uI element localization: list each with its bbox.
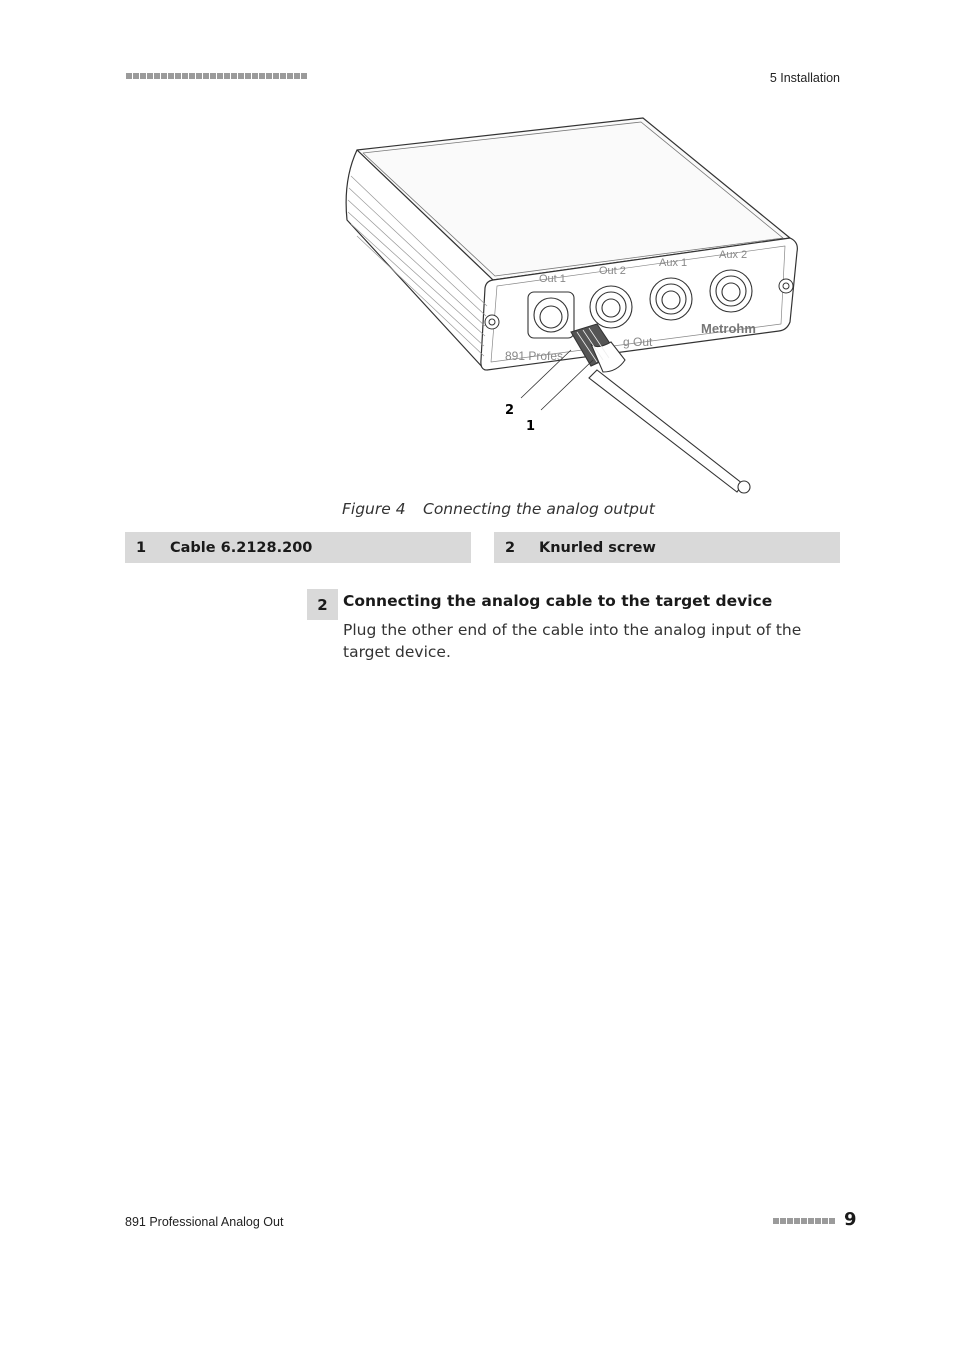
label-aux2: Aux 2 bbox=[719, 249, 748, 261]
legend-text: Cable 6.2128.200 bbox=[170, 539, 313, 556]
label-brand: Metrohm bbox=[701, 321, 756, 336]
header-decoration bbox=[126, 73, 307, 79]
figure-label: Figure 4 bbox=[342, 500, 406, 518]
label-out1: Out 1 bbox=[539, 273, 566, 285]
step-title: Connecting the analog cable to the target device bbox=[343, 592, 773, 610]
device-figure bbox=[335, 110, 805, 500]
step-number-badge: 2 bbox=[307, 589, 338, 620]
label-out2: Out 2 bbox=[599, 265, 626, 277]
footer-product-name: 891 Professional Analog Out bbox=[125, 1215, 284, 1229]
page-number: 9 bbox=[844, 1209, 857, 1230]
step-body: Plug the other end of the cable into the analog input of the target device. bbox=[343, 621, 802, 661]
legend-text: Knurled screw bbox=[539, 539, 656, 556]
footer-decoration bbox=[773, 1218, 835, 1224]
cable bbox=[589, 370, 743, 492]
label-model: 891 Profes bbox=[505, 349, 564, 363]
label-aux1: Aux 1 bbox=[659, 257, 688, 269]
legend-number: 1 bbox=[136, 539, 147, 556]
header-section-title: 5 Installation bbox=[769, 71, 840, 85]
legend-number: 2 bbox=[505, 539, 516, 556]
callout-1: 1 bbox=[526, 419, 536, 434]
callout-2: 2 bbox=[505, 403, 515, 418]
figure-caption-text: Connecting the analog output bbox=[423, 500, 655, 518]
label-model-tail: g Out bbox=[623, 335, 653, 349]
figure-caption bbox=[342, 500, 655, 518]
legend-item-2 bbox=[494, 532, 840, 563]
legend-item-1 bbox=[125, 532, 471, 563]
